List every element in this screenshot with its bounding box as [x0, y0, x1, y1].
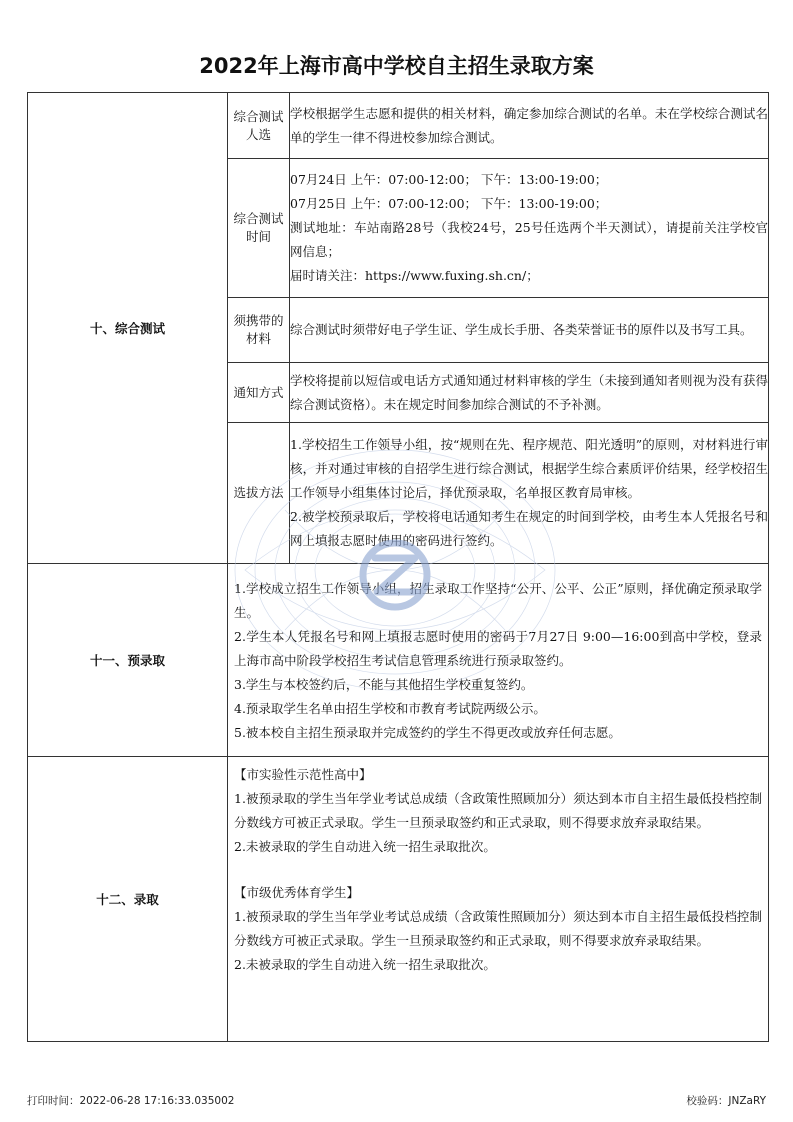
row-content [228, 757, 769, 1042]
spacer [234, 859, 762, 881]
content-line: 07月24日 上午：07:00-12:00； 下午：13:00-19:00； [290, 172, 608, 187]
content-line: 2.学生本人凭报名号和网上填报志愿时使用的密码于7月27日 9:00—16:00到高中学校，登录上海市高中阶段学校招生考试信息管理系统进行预录取签约。 [234, 629, 762, 668]
section-heading-comprehensive-test: 十、综合测试 [28, 93, 228, 564]
content-line: 1.被预录取的学生当年学业考试总成绩（含政策性照顾加分）须达到本市自主招生最低投档控制分数线方可被正式录取。学生一旦预录取签约和正式录取，则不得要求放弃录取结果。 [234, 909, 762, 948]
row-content [290, 363, 769, 423]
admission-plan-table [27, 92, 769, 1042]
content-line: 学校根据学生志愿和提供的相关材料，确定参加综合测试的名单。未在学校综合测试名单的学生一律不得进校参加综合测试。 [290, 105, 768, 145]
content-line: 1.学校招生工作领导小组，按“规则在先、程序规范、阳光透明”的原则，对材料进行审核，并对通过审核的自招学生进行综合测试，根据学生综合素质评价结果，经学校招生工作领导小组集体讨论后，择优预录取，名单报区教育局审核。 [290, 437, 768, 500]
row-label: 须携带的材料 [228, 298, 290, 363]
content-line: 3.学生与本校签约后，不能与其他招生学校重复签约。 [234, 677, 534, 692]
group-title: 【市实验性示范性高中】 [234, 767, 372, 782]
row-content [290, 298, 769, 363]
content-line: 综合测试时须带好电子学生证、学生成长手册、各类荣誉证书的原件以及书写工具。 [290, 322, 753, 337]
row-label: 综合测试时间 [228, 159, 290, 298]
content-line: 1.学校成立招生工作领导小组，招生录取工作坚持“公开、公平、公正”原则，择优确定预录取学生。 [234, 581, 762, 620]
table-row [28, 757, 769, 1042]
group-title: 【市级优秀体育学生】 [234, 885, 360, 900]
content-line: 4.预录取学生名单由招生学校和市教育考试院两级公示。 [234, 701, 546, 716]
row-label: 综合测试人选 [228, 93, 290, 159]
website-link[interactable]: 届时请关注：https://www.fuxing.sh.cn/； [290, 268, 539, 283]
row-content [228, 564, 769, 757]
check-code: 校验码：JNZaRY [686, 1095, 766, 1107]
content-line: 学校将提前以短信或电话方式通知通过材料审核的学生（未接到通知者则视为没有获得综合测试资格）。未在规定时间参加综合测试的不予补测。 [290, 372, 768, 412]
section-heading-admission: 十二、录取 [28, 757, 228, 1042]
content-line: 2.未被录取的学生自动进入统一招生录取批次。 [234, 839, 496, 854]
content-line: 2.被学校预录取后，学校将电话通知考生在规定的时间到学校，由考生本人凭报名号和网上填报志愿时使用的密码进行签约。 [290, 509, 768, 548]
content-line: 5.被本校自主招生预录取并完成签约的学生不得更改或放弃任何志愿。 [234, 725, 621, 740]
content-line: 2.未被录取的学生自动进入统一招生录取批次。 [234, 957, 496, 972]
table-row [28, 564, 769, 757]
row-content [290, 93, 769, 159]
section-heading-pre-admission: 十一、预录取 [28, 564, 228, 757]
content-line: 07月25日 上午：07:00-12:00； 下午：13:00-19:00； [290, 196, 608, 211]
document-title: 2022年上海市高中学校自主招生录取方案 [199, 54, 594, 78]
row-content [290, 159, 769, 298]
content-line: 测试地址：车站南路28号（我校24号，25号任选两个半天测试），请提前关注学校官网信息； [290, 220, 768, 259]
content-line: 1.被预录取的学生当年学业考试总成绩（含政策性照顾加分）须达到本市自主招生最低投档控制分数线方可被正式录取。学生一旦预录取签约和正式录取，则不得要求放弃录取结果。 [234, 791, 762, 830]
row-label: 选拔方法 [228, 423, 290, 564]
row-label: 通知方式 [228, 363, 290, 423]
row-content [290, 423, 769, 564]
table-row [28, 93, 769, 159]
print-time: 打印时间：2022-06-28 17:16:33.035002 [27, 1095, 235, 1107]
